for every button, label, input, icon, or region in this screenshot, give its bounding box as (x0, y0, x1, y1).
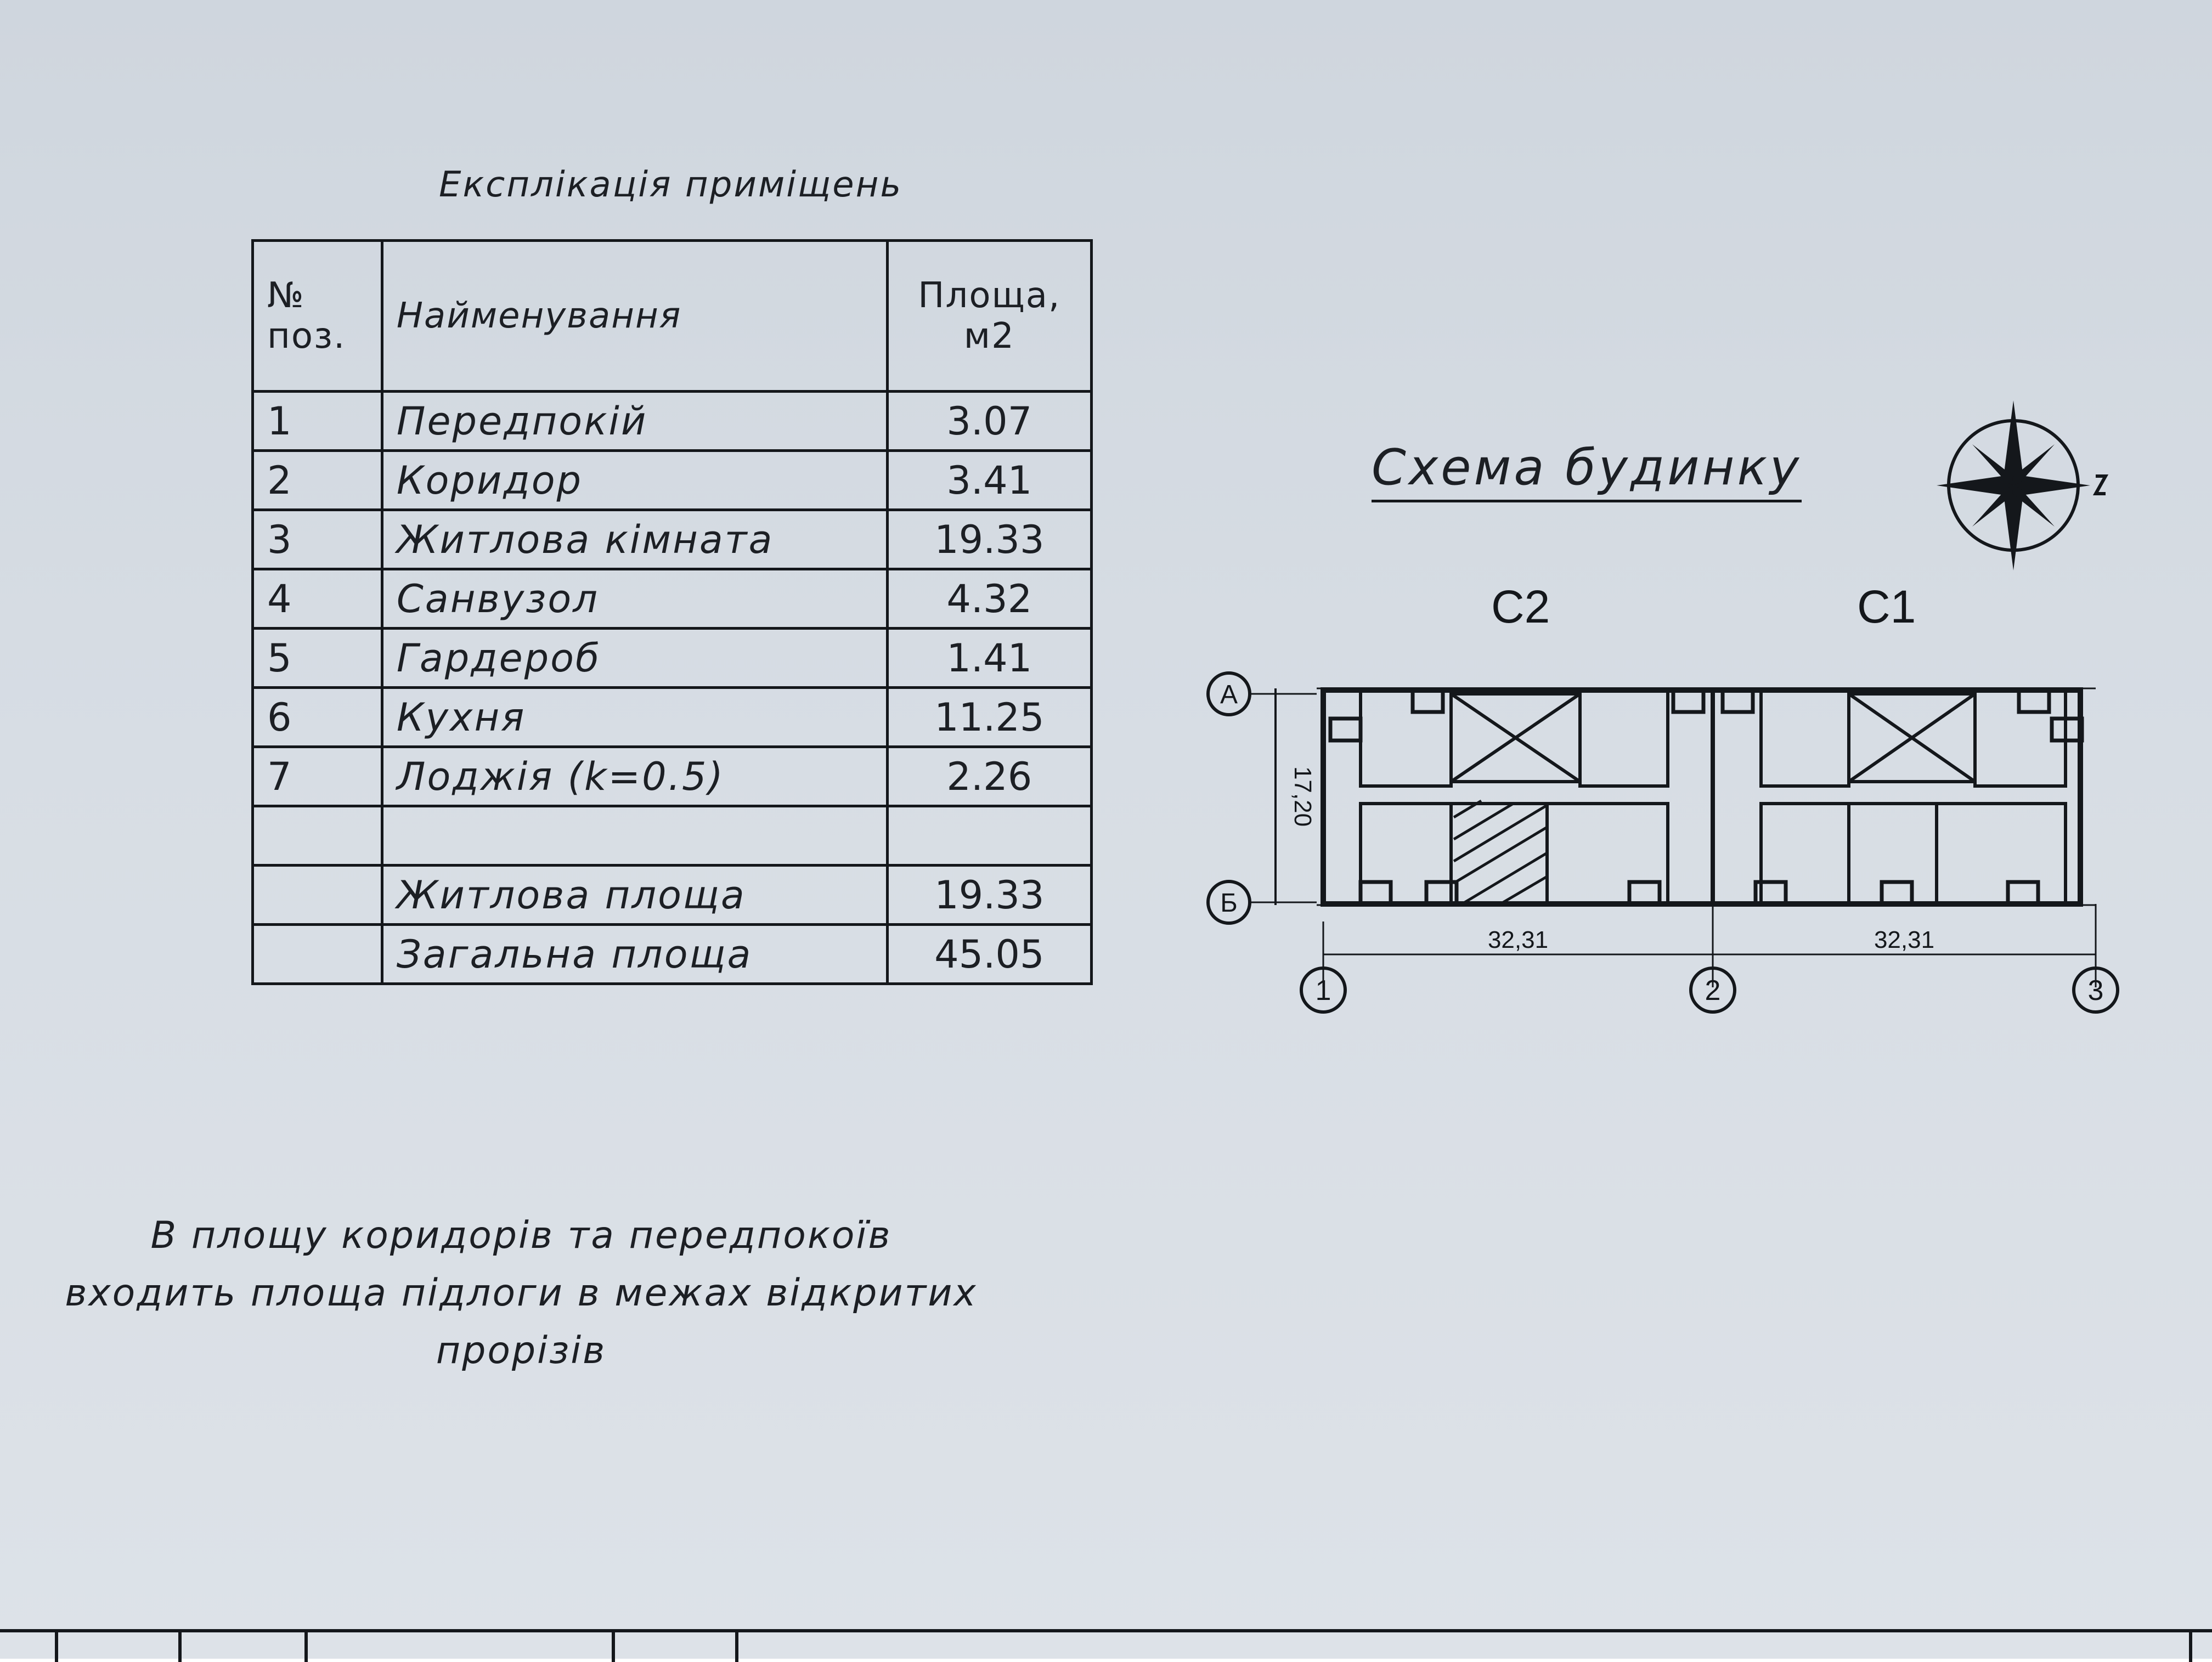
table-row (253, 569, 1092, 629)
table-row (253, 629, 1092, 688)
table-header-row (253, 241, 1092, 392)
north-letter-mark (2096, 476, 2106, 494)
dimension-right: 32,31 (1874, 926, 1935, 953)
dimension-height: 17,20 (1289, 766, 1316, 827)
section-label-c2: С2 (1491, 581, 1550, 632)
axis-label-b: Б (1220, 889, 1238, 918)
row-num (253, 806, 382, 866)
row-num: 4 (253, 569, 382, 629)
row-name: Гардероб (382, 629, 887, 688)
header-num: № поз. (253, 241, 382, 392)
row-area: 11.25 (887, 688, 1091, 747)
note-line: В площу коридорів та передпокоїв (150, 1214, 892, 1257)
title-block-strip (0, 1629, 2212, 1662)
row-num: 6 (253, 688, 382, 747)
note-line: прорізів (436, 1329, 607, 1372)
table-row-empty (253, 806, 1092, 866)
row-name: Лоджія (k=0.5) (382, 747, 887, 806)
explication-title: Експлікація приміщень (439, 165, 903, 205)
row-num: 7 (253, 747, 382, 806)
compass-rose-icon (1931, 395, 2112, 576)
table-row (253, 688, 1092, 747)
row-area: 1.41 (887, 629, 1091, 688)
living-area-value: 19.33 (887, 866, 1091, 925)
row-num (253, 925, 382, 984)
total-area-value: 45.05 (887, 925, 1091, 984)
row-area (887, 806, 1091, 866)
axis-label-1: 1 (1315, 975, 1331, 1007)
row-num (253, 866, 382, 925)
table-row-total (253, 866, 1092, 925)
row-area: 3.07 (887, 392, 1091, 451)
row-num: 2 (253, 451, 382, 510)
axis-label-a: А (1220, 680, 1238, 709)
table-row (253, 510, 1092, 569)
table-row (253, 451, 1092, 510)
header-area: Площа, м2 (887, 241, 1091, 392)
row-area: 4.32 (887, 569, 1091, 629)
row-name (382, 806, 887, 866)
table-row (253, 747, 1092, 806)
living-area-label: Житлова площа (382, 866, 887, 925)
header-name: Найменування (382, 241, 887, 392)
table-row-total (253, 925, 1092, 984)
section-label-c1: С1 (1857, 581, 1916, 632)
row-area: 2.26 (887, 747, 1091, 806)
total-area-label: Загальна площа (382, 925, 887, 984)
table-row (253, 392, 1092, 451)
row-area: 3.41 (887, 451, 1091, 510)
row-name: Кухня (382, 688, 887, 747)
explication-table (251, 239, 1093, 985)
area-note (33, 1207, 1009, 1380)
row-num: 1 (253, 392, 382, 451)
scheme-title: Схема будинку (1372, 439, 1802, 502)
row-name: Передпокій (382, 392, 887, 451)
row-num: 5 (253, 629, 382, 688)
row-name: Коридор (382, 451, 887, 510)
dimension-left: 32,31 (1487, 926, 1549, 953)
row-name: Санвузол (382, 569, 887, 629)
note-line: входить площа підлоги в межах відкритих (65, 1271, 978, 1315)
row-area: 19.33 (887, 510, 1091, 569)
row-name: Житлова кімната (382, 510, 887, 569)
building-plan (1196, 581, 2140, 1037)
axis-label-2: 2 (1705, 975, 1721, 1007)
row-num: 3 (253, 510, 382, 569)
axis-label-3: 3 (2087, 975, 2104, 1007)
